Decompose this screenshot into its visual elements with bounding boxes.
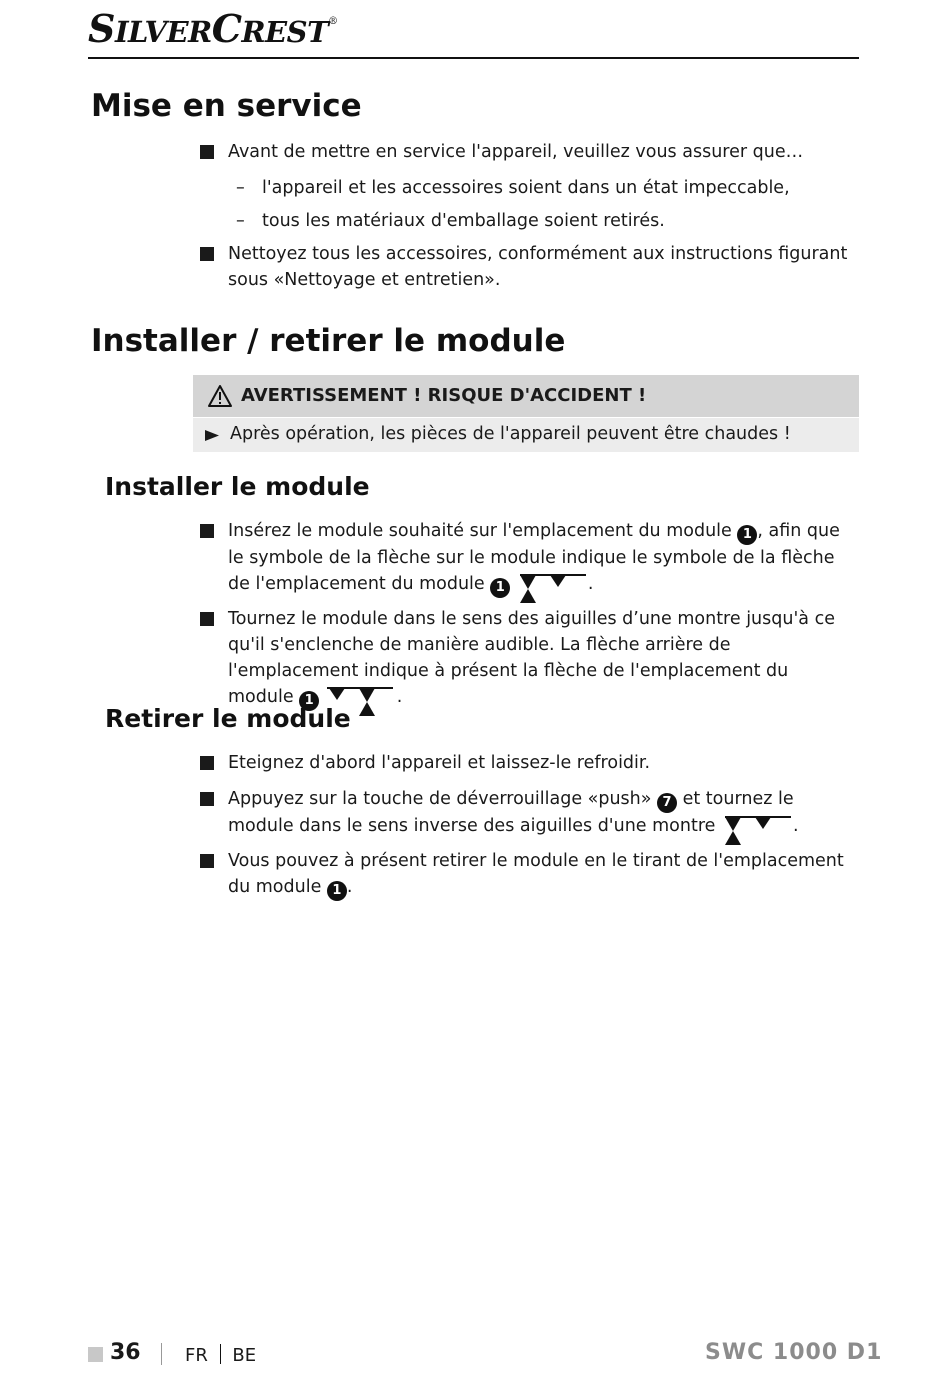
sub-list-item: – l'appareil et les accessoires soient dans un état impeccable,	[236, 178, 790, 198]
square-bullet-icon	[200, 756, 214, 770]
arrow-alignment-symbol-icon	[721, 815, 793, 845]
section-title-installer-retirer: Installer / retirer le module	[91, 323, 566, 359]
list-item: Insérez le module souhaité sur l'emplacement du module 1 , afin que le symbole de la flèche sur le module indique le symbole de la flèche de l'emplacement du module 1 .	[200, 518, 850, 603]
subsection-title-installer: Installer le module	[105, 472, 370, 501]
subsection-title-retirer: Retirer le module	[105, 704, 351, 733]
list-item: Eteignez d'abord l'appareil et laissez-le refroidir.	[200, 750, 850, 776]
square-bullet-icon	[200, 145, 214, 159]
callout-7: 7	[657, 793, 677, 813]
list-item: Tournez le module dans le sens des aiguilles d’une montre jusqu'à ce qu'il s'enclenche de manière audible. La flèche arrière de l'emplacement indique à présent la flèche de l'emplacement du module 1 .	[200, 606, 850, 716]
footer-divider	[161, 1343, 162, 1365]
section-title-mise-en-service: Mise en service	[91, 88, 362, 124]
square-bullet-icon	[200, 612, 214, 626]
square-bullet-icon	[200, 247, 214, 261]
square-bullet-icon	[200, 854, 214, 868]
page-number: 36	[110, 1340, 141, 1365]
footer-language: FR BE	[185, 1345, 257, 1366]
warning-text: Après opération, les pièces de l'appareil peuvent être chaudes !	[230, 424, 791, 444]
callout-1: 1	[490, 578, 510, 598]
header-rule	[88, 57, 859, 59]
warning-triangle-icon	[207, 384, 233, 408]
warning-header	[193, 375, 859, 417]
model-number: SWC 1000 D1	[705, 1340, 883, 1365]
square-bullet-icon	[200, 792, 214, 806]
footer-square-icon	[88, 1347, 103, 1362]
sub-list-item: – tous les matériaux d'emballage soient retirés.	[236, 211, 665, 231]
list-item: Avant de mettre en service l'appareil, veuillez vous assurer que…	[200, 139, 850, 165]
warning-body	[193, 418, 859, 452]
square-bullet-icon	[200, 524, 214, 538]
callout-1: 1	[299, 691, 319, 711]
list-item: Appuyez sur la touche de déverrouillage «push» 7 et tournez le module dans le sens inverse des aiguilles d'une montre .	[200, 786, 850, 845]
warning-title: AVERTISSEMENT ! RISQUE D'ACCIDENT !	[241, 385, 647, 406]
arrow-alignment-symbol-icon	[516, 573, 588, 603]
callout-1: 1	[737, 525, 757, 545]
list-item: Nettoyez tous les accessoires, conformément aux instructions figurant sous «Nettoyage et entretien».	[200, 241, 850, 293]
brand-logo: SILVERCREST®	[88, 6, 338, 51]
list-item: Vous pouvez à présent retirer le module en le tirant de l'emplacement du module 1 .	[200, 848, 850, 901]
callout-1: 1	[327, 881, 347, 901]
arrow-right-icon	[205, 430, 219, 441]
